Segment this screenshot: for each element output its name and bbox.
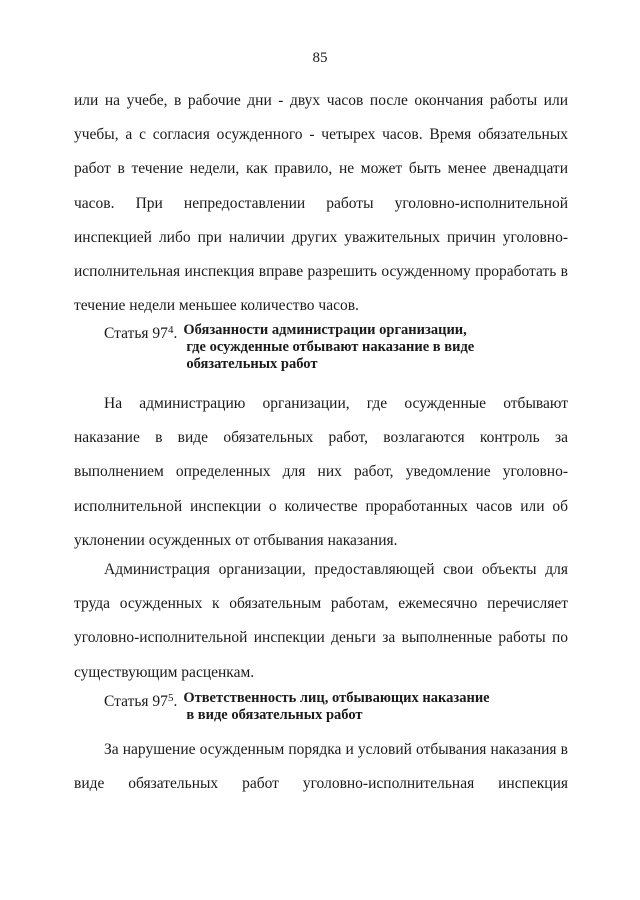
article-number: Статья $97^4$. (104, 324, 178, 342)
article-title-line: где осужденные отбывают наказание в виде (186, 339, 475, 355)
paragraph-administration-duties: На администрацию организации, где осужденные отбывают наказание в виде обязательных работ, возлагаются контроль за выполнением определенных для них работ, уведомление уголовно-исполнительной инспекции о количестве проработанных часов или об уклонении осужденных от отбывания наказания. (74, 395, 568, 549)
paragraph-continuation: или на учебе, в рабочие дни - двух часов после окончания работы или учебы, а с согласия осужденного - четырех часов. Время обязательных работ в течение недели, как правило, не может быть менее двенадцати часов. При непредоставлении работы уголовно-исполнительной инспекцией либо при наличии других уважительных причин уголовно-исполнительная инспекция вправе разрешить осужденному проработать в течение недели меньшее количество часов. (74, 92, 568, 315)
article-title (183, 690, 574, 724)
article-title-line: Обязанности администрации организации, (183, 322, 467, 338)
article-heading-97-4 (104, 322, 574, 373)
article-title-line: Ответственность лиц, отбывающих наказание (183, 690, 490, 706)
page-number: 85 (312, 50, 328, 66)
paragraph-administration-payment: Администрация организации, предоставляющей свои объекты для труда осужденных к обязательным работам, ежемесячно перечисляет уголовно-исполнительной инспекции деньги за выполненные работы по существующим расценкам. (74, 561, 568, 681)
article-title (183, 322, 574, 373)
article-superscript: 4 (167, 324, 174, 336)
article-heading-97-5 (104, 690, 574, 724)
article-title-line: в виде обязательных работ (186, 707, 363, 723)
article-superscript: 5 (167, 692, 174, 704)
article-number: Статья $97^5$. (104, 692, 178, 710)
paragraph-responsibility: За нарушение осужденным порядка и условий отбывания наказания в виде обязательных работ уголовно-исполнительная инспекция (74, 741, 568, 793)
article-title-line: обязательных работ (186, 356, 318, 372)
